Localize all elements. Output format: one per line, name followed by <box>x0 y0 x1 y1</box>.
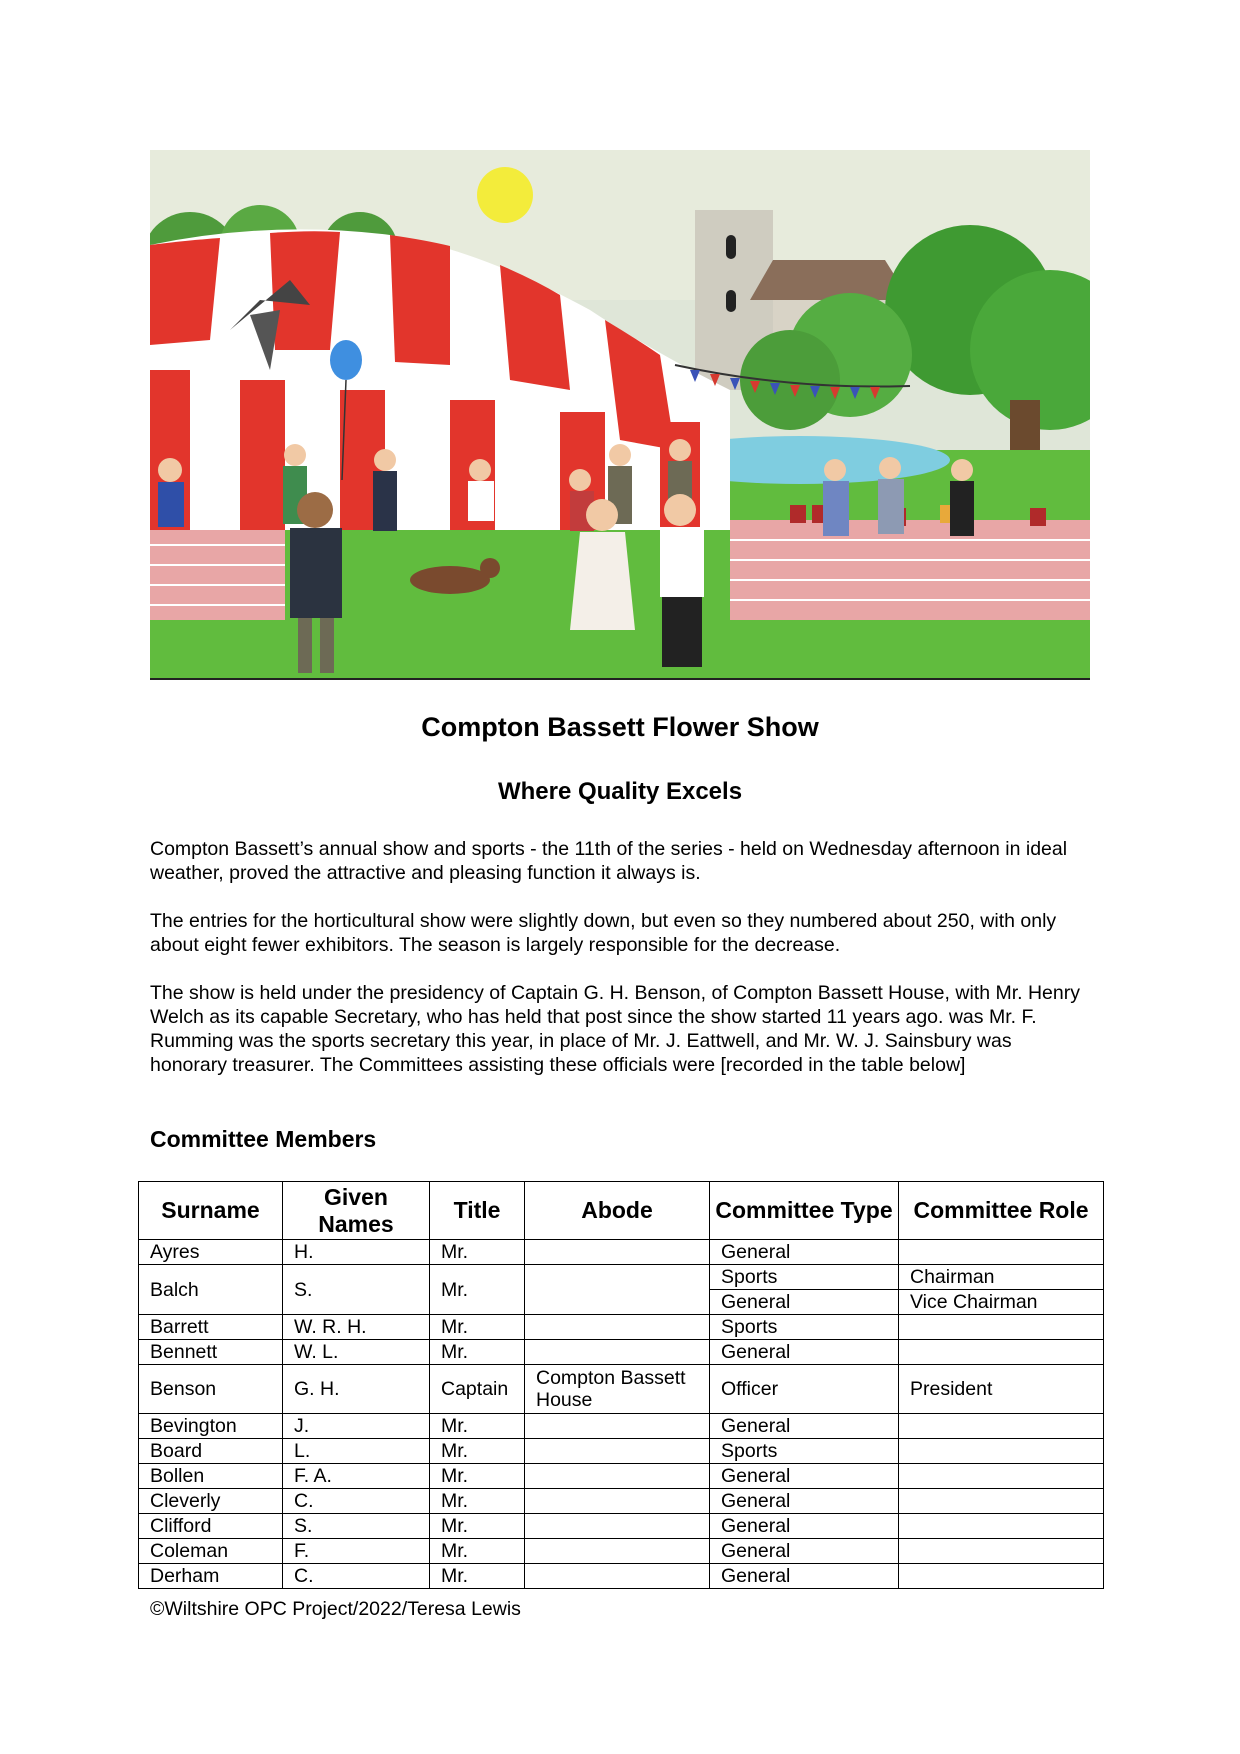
cell-surname: Board <box>139 1439 283 1464</box>
cell-committee-role: Chairman <box>899 1265 1104 1290</box>
cell-title: Mr. <box>430 1514 525 1539</box>
document-subtitle: Where Quality Excels <box>497 778 743 805</box>
cell-given-names: C. <box>283 1564 430 1589</box>
cell-committee-type: General <box>710 1290 899 1315</box>
cell-surname: Ayres <box>139 1240 283 1265</box>
cell-committee-type: General <box>710 1240 899 1265</box>
table-row <box>139 1564 1104 1589</box>
cell-abode <box>525 1265 710 1315</box>
cell-abode <box>525 1240 710 1265</box>
cell-title: Mr. <box>430 1489 525 1514</box>
cell-surname: Clifford <box>139 1514 283 1539</box>
table-row <box>139 1539 1104 1564</box>
table-row <box>139 1365 1104 1414</box>
cell-abode <box>525 1439 710 1464</box>
cell-committee-role <box>899 1539 1104 1564</box>
cell-committee-type: General <box>710 1514 899 1539</box>
cell-surname: Cleverly <box>139 1489 283 1514</box>
table-row <box>139 1514 1104 1539</box>
cell-surname: Bennett <box>139 1340 283 1365</box>
cell-title: Mr. <box>430 1564 525 1589</box>
cell-given-names: H. <box>283 1240 430 1265</box>
copyright-footer: ©Wiltshire OPC Project/2022/Teresa Lewis <box>150 1598 521 1620</box>
cell-committee-role <box>899 1315 1104 1340</box>
cell-given-names: L. <box>283 1439 430 1464</box>
cell-abode <box>525 1464 710 1489</box>
committee-members-table <box>138 1181 1104 1589</box>
table-row <box>139 1315 1104 1340</box>
paragraph-intro: Compton Bassett’s annual show and sports - the 11th of the series - held on Wednesday afternoon in ideal weather, proved the attractive and pleasing function it always is. <box>150 838 1068 884</box>
cell-title: Mr. <box>430 1265 525 1315</box>
cell-committee-role: Vice Chairman <box>899 1290 1104 1315</box>
cell-abode: Compton Bassett House <box>525 1365 710 1414</box>
column-header-surname: Surname <box>139 1182 283 1240</box>
cell-title: Captain <box>430 1365 525 1414</box>
cell-surname: Balch <box>139 1265 283 1315</box>
cell-title: Mr. <box>430 1464 525 1489</box>
cell-abode <box>525 1564 710 1589</box>
column-header-committee-type: Committee Type <box>710 1182 899 1240</box>
cell-given-names: C. <box>283 1489 430 1514</box>
cell-title: Mr. <box>430 1240 525 1265</box>
cell-committee-type: Officer <box>710 1365 899 1414</box>
cell-given-names: F. A. <box>283 1464 430 1489</box>
table-header-row <box>139 1182 1104 1240</box>
table-row <box>139 1489 1104 1514</box>
document-title: Compton Bassett Flower Show <box>421 712 819 742</box>
table-row <box>139 1439 1104 1464</box>
cell-committee-role <box>899 1240 1104 1265</box>
table-row <box>139 1464 1104 1489</box>
cell-committee-type: General <box>710 1539 899 1564</box>
cell-committee-type: General <box>710 1340 899 1365</box>
cell-surname: Coleman <box>139 1539 283 1564</box>
paragraph-entries: The entries for the horticultural show were slightly down, but even so they numbered about 250, with only about eight fewer exhibitors. The season is largely responsible for the decrease. <box>150 910 1057 956</box>
cell-committee-role <box>899 1414 1104 1439</box>
column-header-given-names: Given Names <box>283 1182 430 1240</box>
cell-abode <box>525 1340 710 1365</box>
table-row <box>139 1414 1104 1439</box>
cell-title: Mr. <box>430 1414 525 1439</box>
cell-given-names: W. L. <box>283 1340 430 1365</box>
cell-committee-type: General <box>710 1464 899 1489</box>
column-header-abode: Abode <box>525 1182 710 1240</box>
cell-committee-role <box>899 1564 1104 1589</box>
cell-title: Mr. <box>430 1439 525 1464</box>
cell-committee-type: Sports <box>710 1265 899 1290</box>
cell-committee-role <box>899 1439 1104 1464</box>
cell-committee-role <box>899 1340 1104 1365</box>
cell-given-names: J. <box>283 1414 430 1439</box>
cell-committee-role <box>899 1464 1104 1489</box>
table-row <box>139 1265 1104 1290</box>
cell-given-names: S. <box>283 1265 430 1315</box>
cell-committee-type: General <box>710 1414 899 1439</box>
cell-surname: Bevington <box>139 1414 283 1439</box>
flower-show-illustration <box>150 150 1090 680</box>
cell-abode <box>525 1539 710 1564</box>
cell-surname: Bollen <box>139 1464 283 1489</box>
table-row <box>139 1340 1104 1365</box>
paragraph-officials: The show is held under the presidency of Captain G. H. Benson, of Compton Bassett House, with Mr. Henry Welch as its capable Secretary, who has held that post since the show started 11 years ago. was Mr. F. Rumming was the sports secretary this year, in place of Mr. J. Eattwell, and Mr. W. J. Sainsbury was honorary treasurer. The Committees assisting these officials were [recorded in the table below] <box>150 982 1080 1076</box>
cell-surname: Barrett <box>139 1315 283 1340</box>
cell-committee-type: Sports <box>710 1439 899 1464</box>
cell-committee-type: Sports <box>710 1315 899 1340</box>
cell-given-names: S. <box>283 1514 430 1539</box>
village-fete-scene <box>150 150 1090 678</box>
cell-abode <box>525 1414 710 1439</box>
cell-title: Mr. <box>430 1315 525 1340</box>
cell-committee-type: General <box>710 1489 899 1514</box>
cell-surname: Benson <box>139 1365 283 1414</box>
cell-abode <box>525 1489 710 1514</box>
cell-abode <box>525 1514 710 1539</box>
cell-committee-type: General <box>710 1564 899 1589</box>
cell-given-names: W. R. H. <box>283 1315 430 1340</box>
cell-given-names: F. <box>283 1539 430 1564</box>
cell-committee-role <box>899 1489 1104 1514</box>
section-heading: Committee Members <box>150 1126 377 1152</box>
cell-committee-role <box>899 1514 1104 1539</box>
cell-title: Mr. <box>430 1340 525 1365</box>
cell-abode <box>525 1315 710 1340</box>
column-header-committee-role: Committee Role <box>899 1182 1104 1240</box>
cell-title: Mr. <box>430 1539 525 1564</box>
cell-surname: Derham <box>139 1564 283 1589</box>
table-row <box>139 1240 1104 1265</box>
column-header-title: Title <box>430 1182 525 1240</box>
cell-given-names: G. H. <box>283 1365 430 1414</box>
sun-shape <box>477 167 533 223</box>
cell-committee-role: President <box>899 1365 1104 1414</box>
